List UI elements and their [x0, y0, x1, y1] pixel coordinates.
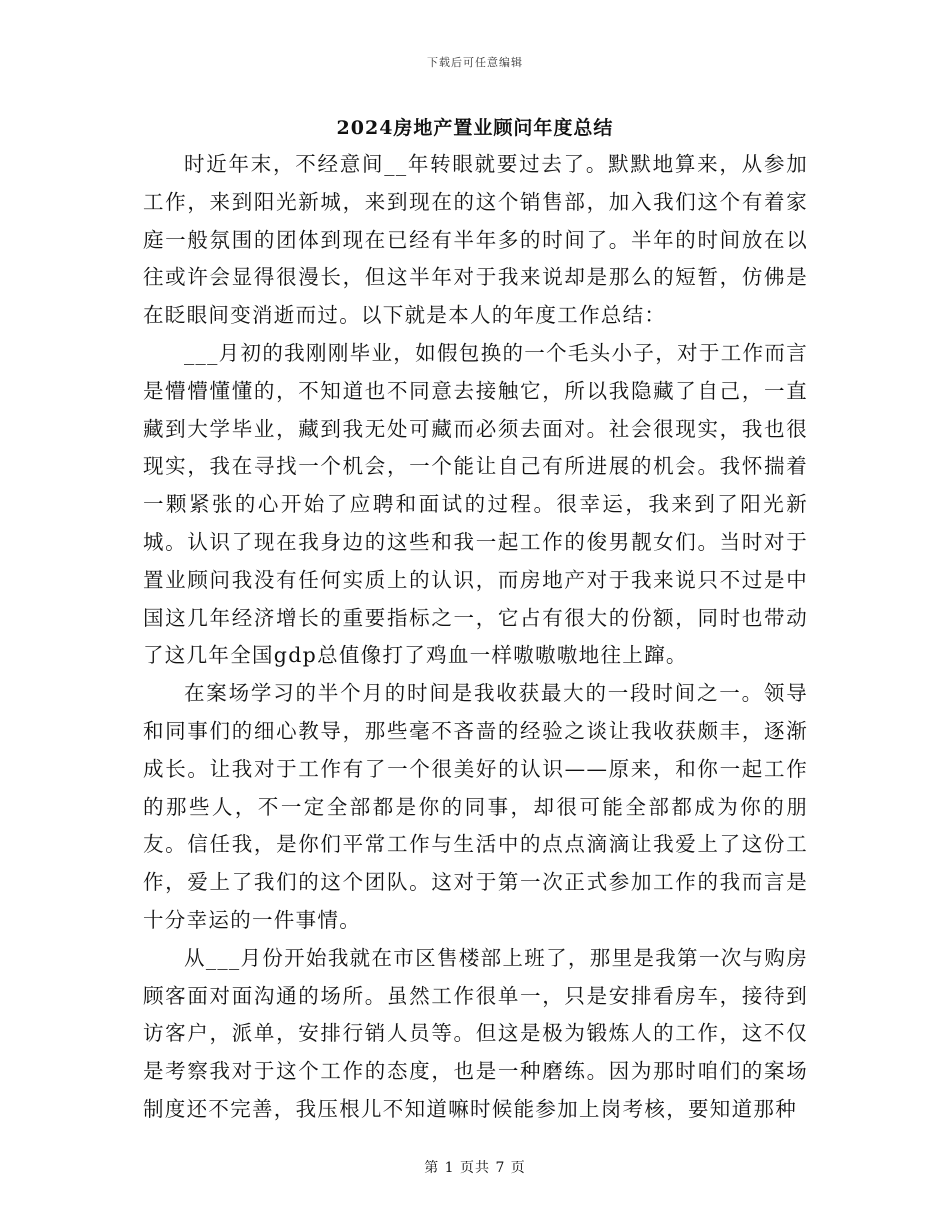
paragraph-2: ___月初的我刚刚毕业，如假包换的一个毛头小子，对于工作而言是懵懵懂懂的，不知道也不同意去接触它，所以我隐藏了自己，一直藏到大学毕业，藏到我无处可藏而必须去面对。社会很现实，我也很现实，我在寻找一个机会，一个能让自己有所进展的机会。我怀揣着一颗紧张的心开始了应聘和面试的过程。很幸运，我来到了阳光新城。认识了现在我身边的这些和我一起工作的俊男靓女们。当时对于置业顾问我没有任何实质上的认识，而房地产对于我来说只不过是中国这几年经济增长的重要指标之一，它占有很大的份额，同时也带动了这几年全国gdp总值像打了鸡血一样嗷嗷嗷地往上蹿。	[143, 340, 808, 668]
paragraph-3: 在案场学习的半个月的时间是我收获最大的一段时间之一。领导和同事们的细心教导，那些毫不吝啬的经验之谈让我收获颇丰，逐渐成长。让我对于工作有了一个很美好的认识——原来，和你一起工作的那些人，不一定全部都是你的同事，却很可能全部都成为你的朋友。信任我，是你们平常工作与生活中的点点滴滴让我爱上了这份工作，爱上了我们的这个团队。这对于第一次正式参加工作的我而言是十分幸运的一件事情。	[143, 681, 808, 932]
header-note: 下载后可任意编辑	[427, 56, 523, 69]
document-body	[143, 146, 808, 1129]
page-number: 第 1 页共 7 页	[424, 1160, 526, 1176]
paragraph-4: 从___月份开始我就在市区售楼部上班了，那里是我第一次与购房顾客面对面沟通的场所。虽然工作很单一，只是安排看房车，接待到访客户，派单，安排行销人员等。但这是极为锻炼人的工作，这不仅是考察我对于这个工作的态度，也是一种磨练。因为那时咱们的案场制度还不完善，我压根儿不知道嘛时候能参加上岗考核，要知道那种	[143, 945, 808, 1121]
document-title: 2024房地产置业顾问年度总结	[336, 117, 614, 139]
paragraph-1: 时近年末，不经意间__年转眼就要过去了。默默地算来，从参加工作，来到阳光新城，来到现在的这个销售部，加入我们这个有着家庭一般氛围的团体到现在已经有半年多的时间了。半年的时间放在以往或许会显得很漫长，但这半年对于我来说却是那么的短暂，仿佛是在眨眼间变消逝而过。以下就是本人的年度工作总结：	[143, 152, 808, 328]
